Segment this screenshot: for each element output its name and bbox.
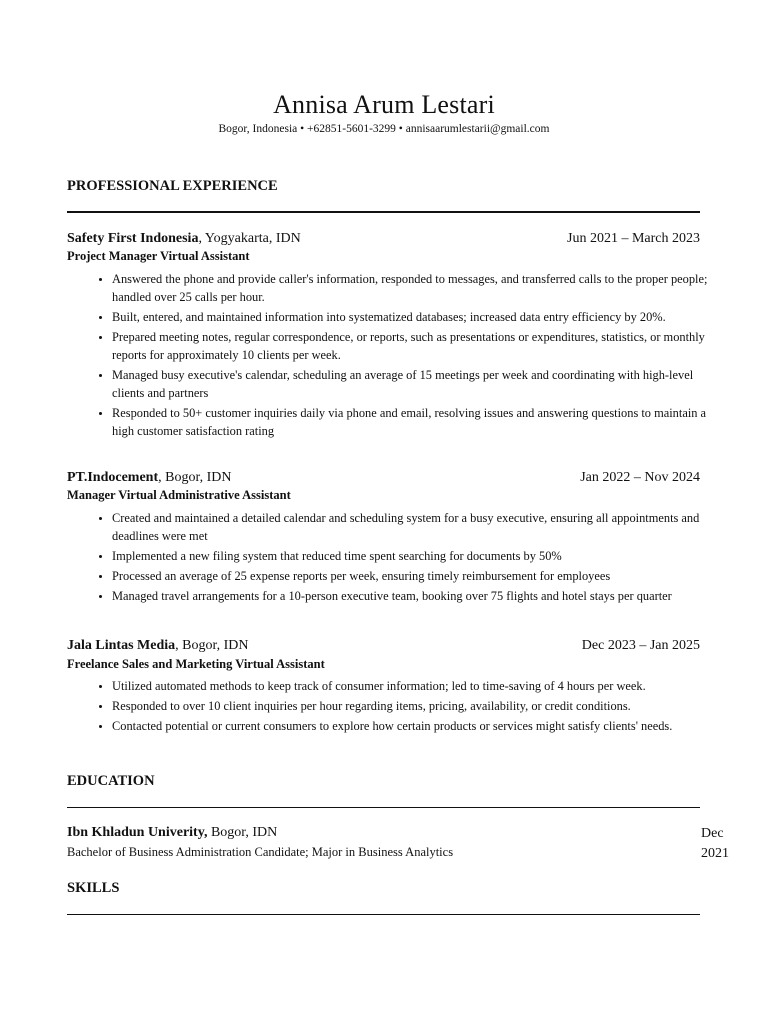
list-item: • Prepared meeting notes, regular correspondence, or reports, such as presentations or expenditures, statistics, or monthly reports for approximately 10 clients per week.: [112, 328, 712, 364]
job-location: , Yogyakarta, IDN: [198, 231, 301, 246]
job-location: , Bogor, IDN: [175, 638, 249, 653]
section-title-education: EDUCATION: [67, 773, 155, 789]
list-item: • Managed travel arrangements for a 10-person executive team, booking over 75 flights and hotel stays per quarter: [112, 587, 712, 605]
section-divider: [67, 211, 700, 213]
list-item: • Answered the phone and provide caller's information, responded to messages, and transferred calls to the proper people; handled over 25 calls per hour.: [112, 270, 712, 306]
school-name: Ibn Khladun Univerity,: [67, 825, 208, 840]
section-divider: [67, 807, 700, 808]
list-item: • Managed busy executive's calendar, scheduling an average of 15 meetings per week and coordinating with high-level clients and partners: [112, 366, 712, 402]
job-role: Freelance Sales and Marketing Virtual Assistant: [67, 657, 325, 671]
candidate-name: Annisa Arum Lestari: [273, 90, 495, 119]
school-location: Bogor, IDN: [207, 825, 278, 840]
list-item: • Contacted potential or current consumers to explore how certain products or services might satisfy clients' needs.: [112, 717, 712, 735]
job-org: Safety First Indonesia: [67, 231, 199, 246]
education-date-month: Dec: [701, 826, 724, 841]
list-item: • Responded to over 10 client inquiries per hour regarding items, pricing, availability, or credit conditions.: [112, 697, 712, 715]
job-bullets-1: [86, 270, 712, 442]
job-bullets-2: [86, 509, 712, 607]
job-header-2: [67, 470, 700, 488]
section-divider: [67, 914, 700, 915]
job-org: Jala Lintas Media: [67, 638, 176, 653]
section-title-skills: SKILLS: [67, 880, 120, 896]
job-role: Project Manager Virtual Assistant: [67, 249, 250, 263]
job-header-1: [67, 231, 700, 249]
list-item: • Utilized automated methods to keep track of consumer information; led to time-saving of 4 hours per week.: [112, 677, 712, 695]
job-dates: Dec 2023 – Jan 2025: [581, 638, 700, 653]
education-header: [67, 825, 277, 841]
list-item: • Created and maintained a detailed calendar and scheduling system for a busy executive, ensuring all appointments and deadlines were met: [112, 509, 712, 545]
list-item: • Responded to 50+ customer inquiries daily via phone and email, resolving issues and answering questions to maintain a high customer satisfaction rating: [112, 404, 712, 440]
job-role: Manager Virtual Administrative Assistant: [67, 488, 291, 502]
contact-info: Bogor, Indonesia • +62851-5601-3299 • annisaarumlestarii@gmail.com: [218, 123, 550, 135]
list-item: • Implemented a new filing system that reduced time spent searching for documents by 50%: [112, 547, 712, 565]
job-header-3: [67, 638, 700, 656]
list-item: • Processed an average of 25 expense reports per week, ensuring timely reimbursement for employees: [112, 567, 712, 585]
section-title-experience: PROFESSIONAL EXPERIENCE: [67, 178, 278, 194]
job-location: , Bogor, IDN: [158, 470, 232, 485]
job-bullets-3: [86, 677, 712, 737]
job-dates: Jun 2021 – March 2023: [567, 231, 700, 246]
job-org: PT.Indocement: [67, 470, 159, 485]
job-dates: Jan 2022 – Nov 2024: [580, 470, 700, 485]
degree: Bachelor of Business Administration Candidate; Major in Business Analytics: [67, 845, 454, 859]
list-item: • Built, entered, and maintained information into systematized databases; increased data entry efficiency by 20%.: [112, 308, 712, 326]
education-date: [701, 824, 741, 864]
education-date-year: 2021: [701, 846, 729, 861]
